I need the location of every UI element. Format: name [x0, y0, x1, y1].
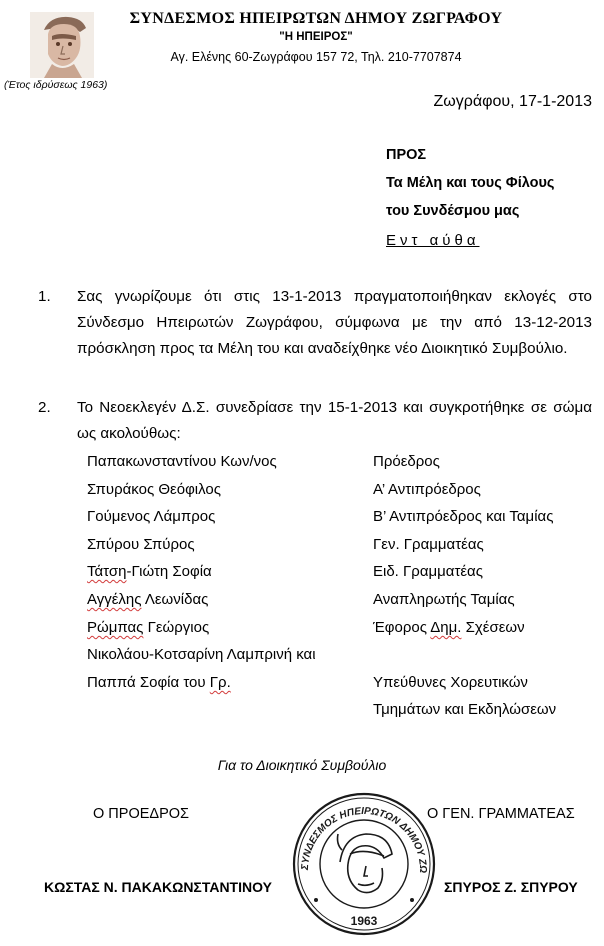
warrior-head-icon	[30, 12, 94, 78]
member-role: Β’ Αντιπρόεδρος και Ταμίας	[373, 508, 554, 525]
for-board-line: Για το Διοικητικό Συμβούλιο	[217, 757, 387, 773]
paragraph-2-number: 2.	[38, 399, 51, 416]
member-name: Γούμενος Λάμπρος	[87, 508, 216, 525]
member-name	[87, 563, 212, 580]
member-name-part: Λεωνίδας	[141, 591, 209, 608]
member-name: Σπύρου Σπύρος	[87, 536, 195, 553]
member-role-part: Έφορος	[373, 619, 431, 636]
seal-year: 1963	[350, 914, 378, 928]
paragraph-1-number: 1.	[38, 288, 51, 305]
president-title: Ο ΠΡΟΕΔΡΟΣ	[93, 806, 189, 822]
recipient-line-2: του Συνδέσμου μας	[386, 203, 520, 219]
member-role: Ειδ. Γραμματέας	[373, 563, 483, 580]
secretary-title: Ο ΓΕΝ. ΓΡΑΜΜΑΤΕΑΣ	[427, 806, 575, 822]
seal-ring-text: ΣΥΝΔΕΣΜΟΣ ΗΠΕΙΡΩΤΩΝ ΔΗΜΟΥ ΖΩ	[299, 805, 429, 874]
paragraph-2-text: Το Νεοεκλεγέν Δ.Σ. συνεδρίασε την 15-1-2013 και συγκροτήθηκε σε σώμα ως ακολούθως:	[77, 399, 592, 442]
organization-address: Αγ. Ελένης 60-Ζωγράφου 157 72, Τηλ. 210-7707874	[170, 50, 462, 64]
member-role: Αναπληρωτής Ταμίας	[373, 591, 515, 608]
member-name: Παπακωνσταντίνου Κων/νος	[87, 453, 277, 470]
member-role-part: Σχέσεων	[461, 619, 525, 636]
member-name-part: Γρ.	[209, 674, 231, 691]
member-role	[373, 619, 525, 636]
letter-date: Ζωγράφου, 17-1-2013	[433, 93, 592, 110]
member-role: Πρόεδρος	[373, 453, 440, 470]
member-role-part: Δημ.	[430, 619, 462, 636]
member-name: Νικολάου-Κοτσαρίνη Λαμπρινή και	[87, 646, 316, 663]
svg-text:ΣΥΝΔΕΣΜΟΣ ΗΠΕΙΡΩΤΩΝ ΔΗΜΟΥ ΖΩΓΡ	[288, 788, 428, 873]
member-name-part: Ρώμπας	[87, 619, 144, 636]
recipient-line-1: Τα Μέλη και τους Φίλους	[386, 175, 555, 191]
member-name-part: Παππά Σοφία του	[87, 674, 210, 691]
member-name	[87, 619, 209, 636]
paragraph-1-text: Σας γνωρίζουμε ότι στις 13-1-2013 πραγματοποιήθηκαν εκλογές στο Σύνδεσμο Ηπειρωτών Ζωγράφου, σύμφωνα με την από 13-12-2013 πρόσκληση προς τα Μέλη του και αναδείχθηκε νέο Διοικητικό Συμβούλιο.	[77, 288, 592, 357]
member-name-part: -Γιώτη Σοφία	[126, 563, 212, 580]
member-role: Υπεύθυνες Χορευτικών	[373, 674, 528, 691]
member-name	[87, 591, 208, 608]
member-name-part: Γεώργιος	[143, 619, 210, 636]
president-name: ΚΩΣΤΑΣ Ν. ΠΑΚΑΚΩΝΣΤΑΝΤΙΝΟΥ	[44, 879, 272, 895]
organization-name: ΣΥΝΔΕΣΜΟΣ ΗΠΕΙΡΩΤΩΝ ΔΗΜΟΥ ΖΩΓΡΑΦΟΥ	[129, 10, 503, 27]
member-name: Σπυράκος Θεόφιλος	[87, 481, 221, 498]
founded-year: (Έτος ιδρύσεως 1963)	[4, 79, 108, 91]
member-name-part: Τάτση	[87, 563, 127, 580]
recipient-label: ΠΡΟΣ	[386, 147, 427, 163]
organization-short-name: "Η ΗΠΕΙΡΟΣ"	[279, 31, 353, 43]
secretary-name: ΣΠΥΡΟΣ Ζ. ΣΠΥΡΟΥ	[444, 879, 578, 895]
member-role: Τμημάτων και Εκδηλώσεων	[373, 701, 557, 718]
member-name-part: Αγγέλης	[87, 591, 142, 608]
member-name	[87, 674, 231, 691]
official-seal-icon	[288, 788, 440, 938]
member-role: Γεν. Γραμματέας	[373, 536, 484, 553]
member-role: Α’ Αντιπρόεδρος	[373, 481, 481, 498]
recipient-place: Εντ αύθα	[386, 232, 480, 249]
